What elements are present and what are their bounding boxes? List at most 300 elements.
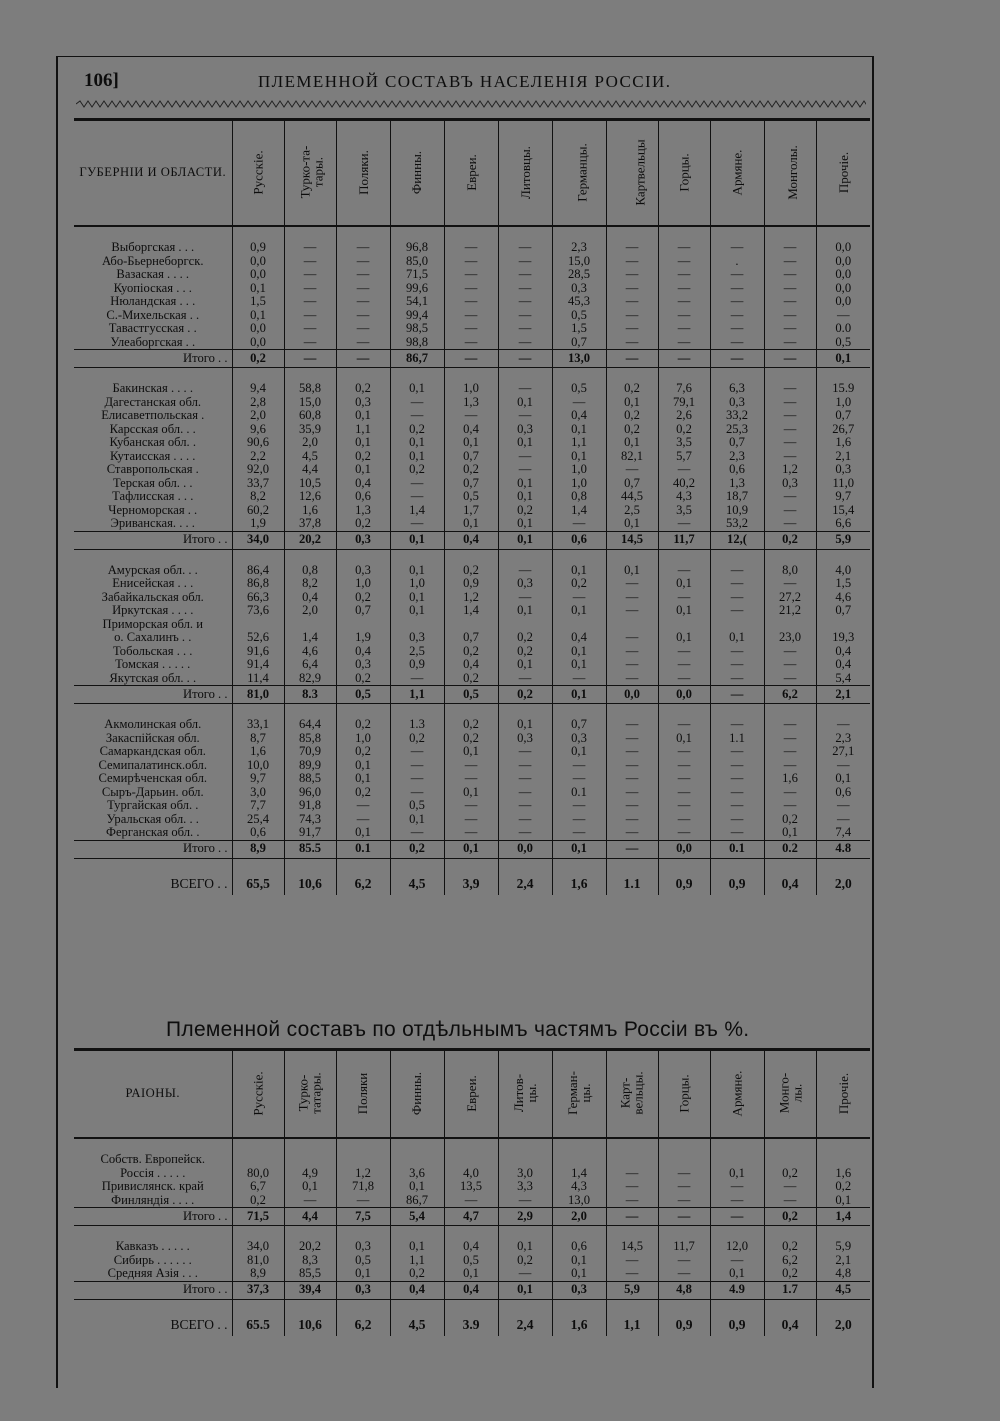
column-header	[816, 1050, 870, 1139]
table-cell: 3,5	[658, 504, 710, 518]
column-header-label: Армяне.	[729, 1070, 745, 1117]
table-cell: 1,5	[232, 295, 284, 309]
row-label: Тобольская . . .	[113, 644, 193, 658]
table-cell: 0,3	[336, 1240, 390, 1254]
page-header	[78, 70, 858, 98]
table-cell: 0,3	[498, 423, 552, 437]
table-cell: 12,(	[710, 531, 764, 549]
row-label: о. Сахалинъ . .	[114, 631, 192, 645]
table-row	[74, 1153, 870, 1167]
table-row	[74, 477, 870, 491]
table-cell: 5,9	[606, 1281, 658, 1299]
table-cell: 0,1	[710, 1267, 764, 1281]
table-cell: —	[658, 1180, 710, 1194]
table-cell: 1,0	[336, 577, 390, 591]
table-cell: —	[606, 336, 658, 350]
table-cell: 4,9	[284, 1167, 336, 1181]
table-cell: 0,3	[498, 732, 552, 746]
column-header-label: Турко-та- тары.	[296, 145, 325, 199]
table-row	[74, 1240, 870, 1254]
column-header	[498, 120, 552, 227]
table-cell: —	[658, 564, 710, 578]
table-cell: 0,1	[336, 1267, 390, 1281]
table-cell: —	[444, 268, 498, 282]
table-cell: 0,1	[606, 564, 658, 578]
table-cell: 14,5	[606, 1240, 658, 1254]
table-cell: 0,5	[816, 336, 870, 350]
table-cell: 86,7	[390, 350, 444, 368]
table-cell: 0,3	[816, 463, 870, 477]
table-cell: —	[710, 309, 764, 323]
table-cell: —	[764, 450, 816, 464]
table-cell: 1,6	[764, 772, 816, 786]
table-cell: 70,9	[284, 745, 336, 759]
table-cell: 0,1	[710, 631, 764, 645]
column-header	[552, 120, 606, 227]
table-cell: 1,4	[552, 1167, 606, 1181]
table-cell: 2,2	[232, 450, 284, 464]
table-cell: 99,6	[390, 282, 444, 296]
table-cell: —	[606, 799, 658, 813]
table-cell: —	[710, 645, 764, 659]
table-cell: 91,7	[284, 826, 336, 840]
table-cell: —	[658, 1167, 710, 1181]
table-cell: 90,6	[232, 436, 284, 450]
table-cell: —	[658, 813, 710, 827]
column-header-label: Армяне.	[729, 149, 745, 196]
table-cell: 0,2	[336, 745, 390, 759]
table-cell: —	[764, 799, 816, 813]
table-cell: —	[658, 336, 710, 350]
table-cell: 10,0	[232, 759, 284, 773]
grand-total-row	[74, 1314, 870, 1336]
table-cell: 0,1	[606, 436, 658, 450]
table-cell: —	[606, 463, 658, 477]
table-cell: —	[764, 396, 816, 410]
table-cell: 0,9	[710, 873, 764, 895]
table-cell: —	[764, 282, 816, 296]
table-cell: 74,3	[284, 813, 336, 827]
subtotal-row	[74, 350, 870, 368]
table-cell: —	[658, 718, 710, 732]
table-cell: 6,7	[232, 1180, 284, 1194]
table-cell: —	[552, 826, 606, 840]
table-cell: 34,0	[232, 1240, 284, 1254]
page-title: ПЛЕМЕННОЙ СОСТАВЪ НАСЕЛЕНІЯ РОССІИ.	[258, 72, 672, 91]
table-cell: —	[710, 745, 764, 759]
table-cell: 64,4	[284, 718, 336, 732]
table-row	[74, 631, 870, 645]
table-cell: 0,1	[552, 840, 606, 858]
table-cell: 0,2	[444, 564, 498, 578]
row-label: Семирѣченская обл.	[98, 772, 208, 786]
table-cell: 0,1	[336, 759, 390, 773]
table-cell: 11,7	[658, 1240, 710, 1254]
row-label: Закаспійская обл.	[105, 731, 200, 745]
table-cell: 98,8	[390, 336, 444, 350]
column-header	[552, 1050, 606, 1139]
table-cell: —	[552, 396, 606, 410]
table-cell: —	[336, 1194, 390, 1208]
table-cell: —	[658, 268, 710, 282]
table-cell: 4,5	[284, 450, 336, 464]
table-cell: —	[710, 336, 764, 350]
table-cell: 10,6	[284, 873, 336, 895]
table-cell: —	[606, 1267, 658, 1281]
table-corner-header: РАІОНЫ.	[125, 1086, 180, 1101]
table-cell: 1,5	[816, 577, 870, 591]
table-cell: 2,8	[232, 396, 284, 410]
table-cell: 4.8	[816, 840, 870, 858]
table-cell: 1.1	[710, 732, 764, 746]
column-header-label: Русскіе.	[250, 150, 266, 195]
table-cell	[764, 618, 816, 632]
table-cell	[658, 618, 710, 632]
row-label: Итого . .	[74, 1281, 232, 1299]
table-cell: 37,3	[232, 1281, 284, 1299]
table-cell: 86,4	[232, 564, 284, 578]
table-cell: 6,2	[336, 873, 390, 895]
table-cell: 0,2	[498, 1254, 552, 1268]
table-cell: 8,9	[232, 1267, 284, 1281]
table-cell: —	[606, 840, 658, 858]
table-cell: 0,1	[390, 382, 444, 396]
table-cell: 0,3	[498, 577, 552, 591]
table-cell: 2,0	[284, 604, 336, 618]
table-cell: —	[498, 1267, 552, 1281]
column-header	[284, 120, 336, 227]
table-cell: —	[764, 504, 816, 518]
table-cell: 0,1	[552, 686, 606, 704]
table-cell: 0,1	[498, 490, 552, 504]
row-label: Томская . . . . .	[115, 658, 191, 672]
table-cell: —	[336, 350, 390, 368]
column-header	[284, 1050, 336, 1139]
table2-grid	[74, 1048, 870, 1336]
table-cell: 0,0	[498, 840, 552, 858]
table-cell: —	[552, 813, 606, 827]
table-cell: —	[498, 309, 552, 323]
table-cell: 11,7	[658, 531, 710, 549]
table-cell: 39,4	[284, 1281, 336, 1299]
table-cell: 0,3	[552, 732, 606, 746]
table-cell: —	[764, 322, 816, 336]
table-cell: —	[606, 631, 658, 645]
table-cell: —	[710, 826, 764, 840]
table-cell: 0,6	[232, 826, 284, 840]
row-label: Россія . . . . .	[120, 1166, 186, 1180]
table-cell: 0,1	[498, 604, 552, 618]
table-cell: —	[764, 336, 816, 350]
table-row	[74, 1167, 870, 1181]
table-cell: —	[390, 759, 444, 773]
table-cell: 1,0	[552, 477, 606, 491]
table-cell: —	[284, 268, 336, 282]
table-cell: —	[658, 1254, 710, 1268]
table-cell: 0,1	[552, 658, 606, 672]
table-cell: 2,3	[710, 450, 764, 464]
table-cell: 1,1	[336, 423, 390, 437]
book-page	[56, 56, 874, 1388]
row-label: Собств. Европейск.	[100, 1153, 206, 1167]
table-cell: 44,5	[606, 490, 658, 504]
table-cell: —	[710, 1208, 764, 1226]
table-cell: 1,3	[444, 396, 498, 410]
table-cell: 4,0	[444, 1167, 498, 1181]
table-cell: —	[764, 672, 816, 686]
table-cell: 0,1	[552, 645, 606, 659]
table-cell: 1.3	[390, 718, 444, 732]
table-cell: —	[658, 350, 710, 368]
column-header	[444, 1050, 498, 1139]
table-cell: 0,1	[816, 772, 870, 786]
table-cell: 0,2	[336, 718, 390, 732]
table-cell: 0,1	[390, 1240, 444, 1254]
table-row	[74, 564, 870, 578]
table-cell: 0,2	[764, 813, 816, 827]
table-cell: —	[390, 517, 444, 531]
table-cell: —	[658, 1208, 710, 1226]
table-cell: 8,2	[232, 490, 284, 504]
table-row	[74, 745, 870, 759]
table-cell: —	[444, 295, 498, 309]
column-header	[816, 120, 870, 227]
table-cell: 9,6	[232, 423, 284, 437]
row-label: Амурская обл. . .	[107, 563, 198, 577]
table-cell: 0,7	[606, 477, 658, 491]
table-cell: —	[498, 564, 552, 578]
table-cell: 0,2	[232, 350, 284, 368]
table-cell: —	[710, 604, 764, 618]
table-cell: —	[764, 786, 816, 800]
table-cell: 6,2	[336, 1314, 390, 1336]
table-cell: —	[606, 772, 658, 786]
table-cell: —	[764, 295, 816, 309]
table-cell: 0,1	[710, 1167, 764, 1181]
table-row	[74, 336, 870, 350]
table-cell	[444, 618, 498, 632]
table-cell: 0,6	[816, 786, 870, 800]
table-cell: 4,5	[390, 873, 444, 895]
table-row	[74, 813, 870, 827]
table-cell: 33,7	[232, 477, 284, 491]
table-cell: —	[710, 282, 764, 296]
table-cell: 6,4	[284, 658, 336, 672]
table-cell: 4,8	[658, 1281, 710, 1299]
table-cell: —	[658, 672, 710, 686]
table-cell: 1,9	[336, 631, 390, 645]
table-cell: —	[336, 268, 390, 282]
column-header	[390, 1050, 444, 1139]
table-cell: 0,5	[390, 799, 444, 813]
table-cell: —	[390, 826, 444, 840]
table-cell: 6,6	[816, 517, 870, 531]
table-cell: 0,2	[390, 840, 444, 858]
table-cell: —	[710, 241, 764, 255]
table-cell: 0,1	[498, 396, 552, 410]
table-cell: 8.3	[284, 686, 336, 704]
column-header	[764, 120, 816, 227]
table-cell: 1,6	[816, 436, 870, 450]
table-cell: 0,3	[552, 282, 606, 296]
table-cell: 5,4	[390, 1208, 444, 1226]
column-header-label: Монго- лы.	[776, 1073, 804, 1114]
table-cell: —	[606, 672, 658, 686]
table-cell: —	[764, 517, 816, 531]
table-cell: 86,7	[390, 1194, 444, 1208]
table-cell: 0,1	[232, 282, 284, 296]
table-cell: 0.1	[710, 840, 764, 858]
column-header	[232, 120, 284, 227]
table-cell: —	[498, 799, 552, 813]
table-cell: 1,6	[552, 1314, 606, 1336]
table-cell	[710, 1153, 764, 1167]
row-label: Кавказъ . . . . .	[115, 1240, 190, 1254]
table-cell: —	[390, 490, 444, 504]
table-cell: —	[658, 786, 710, 800]
table-cell: —	[764, 718, 816, 732]
table-row	[74, 618, 870, 632]
table-cell: —	[498, 322, 552, 336]
table-cell: —	[764, 759, 816, 773]
column-header-label: Монголы.	[784, 145, 800, 200]
table-cell: —	[606, 282, 658, 296]
table-row	[74, 1267, 870, 1281]
table-cell: —	[606, 591, 658, 605]
table-cell: —	[498, 745, 552, 759]
table-cell: 4,6	[816, 591, 870, 605]
table-cell: 0,3	[336, 396, 390, 410]
table-cell: —	[498, 463, 552, 477]
table-cell: 1,2	[764, 463, 816, 477]
table-cell: 0,2	[498, 504, 552, 518]
table-cell: 0,9	[390, 658, 444, 672]
table-cell: —	[606, 1208, 658, 1226]
table-cell: —	[284, 309, 336, 323]
table-cell: 0,7	[816, 604, 870, 618]
table-cell: —	[658, 1267, 710, 1281]
table-cell	[710, 618, 764, 632]
table-cell: 0,6	[552, 531, 606, 549]
table-cell: 12,6	[284, 490, 336, 504]
table-cell: 1,2	[444, 591, 498, 605]
table-cell: —	[284, 322, 336, 336]
row-label: Забайкальская обл.	[101, 590, 204, 604]
table-cell: —	[710, 268, 764, 282]
column-header	[710, 1050, 764, 1139]
table-cell	[606, 618, 658, 632]
section-subtitle: Племенной составъ по отдѣльнымъ частямъ Россіи въ %.	[166, 1018, 750, 1041]
table-cell: 0,4	[552, 409, 606, 423]
table-cell: 0,1	[658, 631, 710, 645]
table-cell: —	[336, 336, 390, 350]
table-cell: 0,9	[710, 1314, 764, 1336]
row-label: Тавастгусская . .	[108, 322, 197, 336]
table-cell: 0,0	[232, 255, 284, 269]
table-cell: —	[606, 786, 658, 800]
table-cell: 0,1	[606, 396, 658, 410]
table-cell: —	[498, 786, 552, 800]
row-label: Итого . .	[74, 531, 232, 549]
table-cell: —	[658, 463, 710, 477]
table-cell: —	[710, 718, 764, 732]
table-cell: —	[390, 786, 444, 800]
table-cell: —	[658, 241, 710, 255]
table-cell: —	[284, 241, 336, 255]
table-cell: 0,2	[444, 463, 498, 477]
table-row	[74, 591, 870, 605]
table-cell: 4,0	[816, 564, 870, 578]
column-header	[444, 120, 498, 227]
table-cell: 0,2	[336, 382, 390, 396]
row-label: Якутская обл. . .	[109, 671, 197, 685]
table-cell: 66,3	[232, 591, 284, 605]
table-cell: 0,9	[232, 241, 284, 255]
subtotal-row	[74, 840, 870, 858]
table-cell: —	[764, 1194, 816, 1208]
table-cell: 0,1	[336, 772, 390, 786]
table-cell: 0,2	[606, 409, 658, 423]
table-row	[74, 504, 870, 518]
table-cell: —	[336, 799, 390, 813]
table-cell: 5,4	[816, 672, 870, 686]
row-label: Вазаская . . . .	[116, 268, 190, 282]
table-cell: —	[658, 322, 710, 336]
table-cell: 0,4	[444, 1240, 498, 1254]
table-cell: —	[606, 826, 658, 840]
column-header-label: Евреи.	[463, 154, 479, 191]
table-cell: 0,1	[390, 1180, 444, 1194]
table-cell: 1,9	[232, 517, 284, 531]
table-cell: 0,3	[336, 1281, 390, 1299]
table-cell: 20,2	[284, 1240, 336, 1254]
table-cell: 45,3	[552, 295, 606, 309]
table-cell: 0,3	[764, 477, 816, 491]
table-cell: 15,0	[284, 396, 336, 410]
table-cell: 11,4	[232, 672, 284, 686]
table-cell: 60,8	[284, 409, 336, 423]
row-label: Привислянск. край	[101, 1180, 204, 1194]
column-header	[606, 120, 658, 227]
table-cell: 1,4	[816, 1208, 870, 1226]
table-cell: 99,4	[390, 309, 444, 323]
table-cell: 7,6	[658, 382, 710, 396]
table-cell: 1,6	[284, 504, 336, 518]
table-cell: 0,2	[336, 591, 390, 605]
table-cell: 0,4	[816, 645, 870, 659]
table-cell: —	[658, 658, 710, 672]
table-cell: 12,0	[710, 1240, 764, 1254]
table-cell: 0,9	[658, 1314, 710, 1336]
table-cell: 0,1	[498, 658, 552, 672]
table-cell: —	[764, 309, 816, 323]
table-cell: —	[498, 759, 552, 773]
table-cell: 60,2	[232, 504, 284, 518]
table-cell	[336, 618, 390, 632]
table-row	[74, 309, 870, 323]
row-label: Енисейская . . .	[112, 577, 194, 591]
table-cell: —	[764, 645, 816, 659]
table-cell: 10,6	[284, 1314, 336, 1336]
page-number: 106]	[84, 70, 119, 91]
table-cell: —	[390, 409, 444, 423]
table-cell: —	[710, 672, 764, 686]
table-cell: 65,5	[232, 873, 284, 895]
table-cell: 0,1	[444, 786, 498, 800]
table-cell: —	[498, 350, 552, 368]
table-cell: —	[606, 241, 658, 255]
table-cell: 4.9	[710, 1281, 764, 1299]
